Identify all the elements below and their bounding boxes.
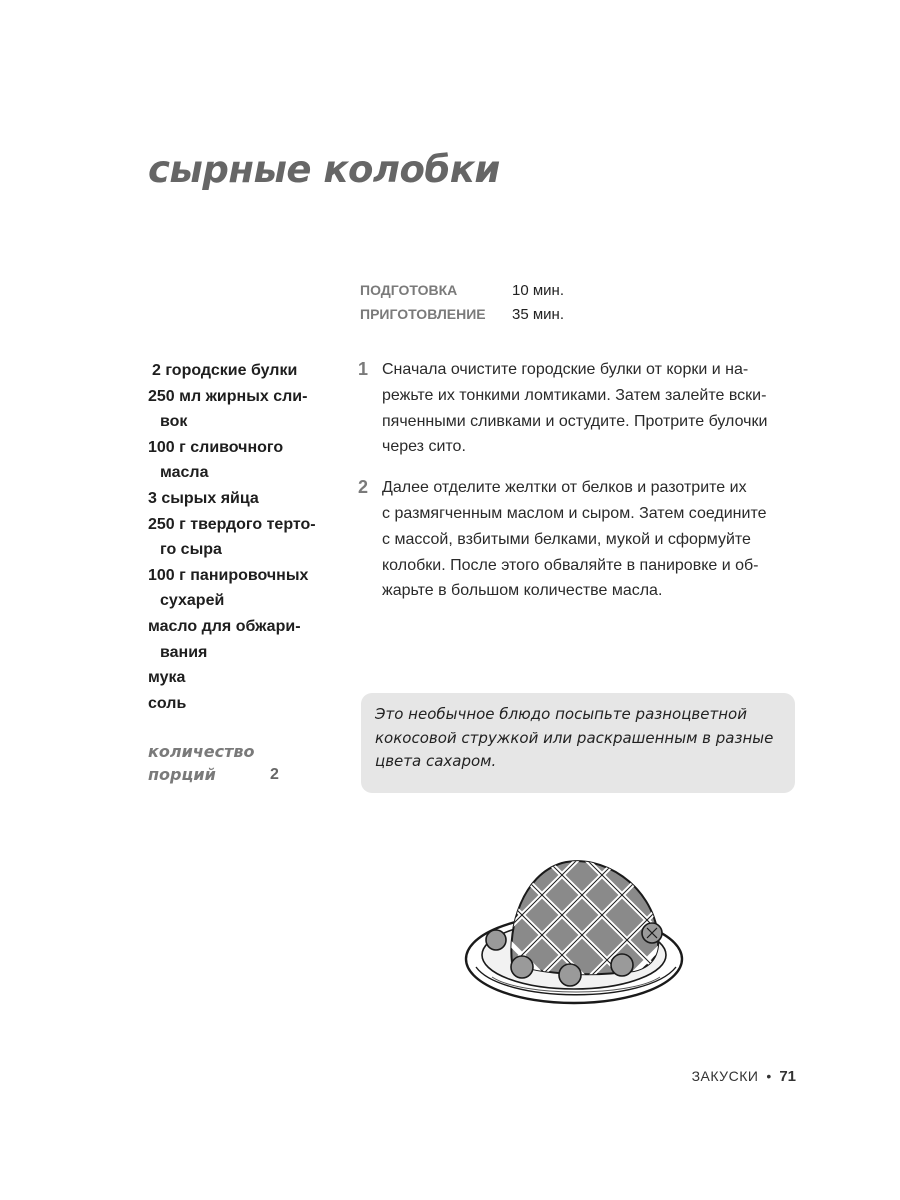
footer-section-name: ЗАКУСКИ (691, 1068, 759, 1084)
ingredient-item (148, 614, 338, 665)
tip-text-line: цвета сахаром. (375, 752, 497, 770)
ingredient-text-continued: масла (160, 464, 209, 482)
step-text-line: колобки. После этого обваляйте в панировке и об- (382, 556, 759, 574)
prep-time-label: ПОДГОТОВКА (360, 282, 458, 298)
ingredient-item (148, 691, 338, 717)
footer-bullet: • (766, 1068, 772, 1084)
ingredient-text-continued: го сыра (160, 541, 222, 559)
berry (559, 964, 581, 986)
berry (611, 954, 633, 976)
ingredient-text: 3 сырых яйца (148, 489, 259, 507)
step-number: 2 (358, 477, 369, 498)
servings-label-line1: количество (148, 742, 255, 761)
step-text-line: пяченными сливками и остудите. Протрите булочки (382, 412, 768, 430)
ingredient-text: соль (148, 694, 187, 712)
ingredient-text: мука (148, 669, 186, 687)
step-text-line: Далее отделите желтки от белков и разотрите их (382, 479, 747, 497)
step-text-line: с размягченным маслом и сыром. Затем соедините (382, 504, 767, 522)
ingredient-item (148, 358, 338, 384)
ingredient-text-continued: вания (160, 643, 208, 661)
step-text-line: жарьте в большом количестве масла. (382, 582, 663, 600)
tip-text-line: кокосовой стружкой или раскрашенным в разные (375, 728, 774, 747)
ingredient-text: 250 г твердого терто- (148, 515, 316, 533)
berry (511, 956, 533, 978)
cook-time-value: 35 мин. (512, 305, 564, 323)
servings-count: 2 (270, 766, 279, 783)
ingredient-text-continued: вок (160, 413, 188, 431)
prep-time-value: 10 мин. (512, 281, 564, 299)
berry (486, 930, 506, 950)
ingredient-item (148, 512, 338, 563)
page-footer (692, 1068, 796, 1085)
timing-block (360, 278, 564, 326)
step-1 (358, 357, 798, 460)
step-number: 1 (358, 359, 369, 379)
steps-list (358, 357, 798, 619)
step-text-line: Сначала очистите городские булки от корки и на- (382, 361, 749, 378)
step-text-line: режьте их тонкими ломтиками. Затем залейте вски- (382, 386, 767, 404)
servings-block (148, 740, 308, 786)
ingredient-text: масло для обжари- (148, 617, 301, 635)
servings-label-line2: порций (148, 765, 216, 784)
ingredient-text: 250 мл жирных сли- (148, 387, 308, 405)
step-text-line: через сито. (382, 438, 466, 456)
cook-time-row (360, 302, 564, 326)
page-number: 71 (779, 1068, 796, 1085)
prep-time-row (360, 278, 564, 302)
tip-box (361, 693, 795, 793)
ingredient-text-continued: сухарей (160, 592, 225, 610)
cheese-balls-illustration (462, 855, 690, 1015)
ingredient-text: 100 г сливочного (148, 438, 284, 456)
ingredient-text: 2 городские булки (152, 362, 298, 379)
ingredient-item (148, 384, 338, 435)
ingredient-item (148, 665, 338, 691)
step-2 (358, 475, 798, 604)
step-text-line: с массой, взбитыми белками, мукой и сформуйте (382, 530, 751, 548)
ingredients-list (148, 358, 338, 716)
ingredient-text: 100 г панировочных (148, 566, 309, 584)
ingredient-item (148, 486, 338, 512)
cook-time-label: ПРИГОТОВЛЕНИЕ (360, 306, 486, 322)
ingredient-item (148, 563, 338, 614)
tip-text-line: Это необычное блюдо посыпьте разноцветной (375, 705, 747, 723)
ingredient-item (148, 435, 338, 486)
recipe-title: сырные колобки (148, 148, 500, 191)
